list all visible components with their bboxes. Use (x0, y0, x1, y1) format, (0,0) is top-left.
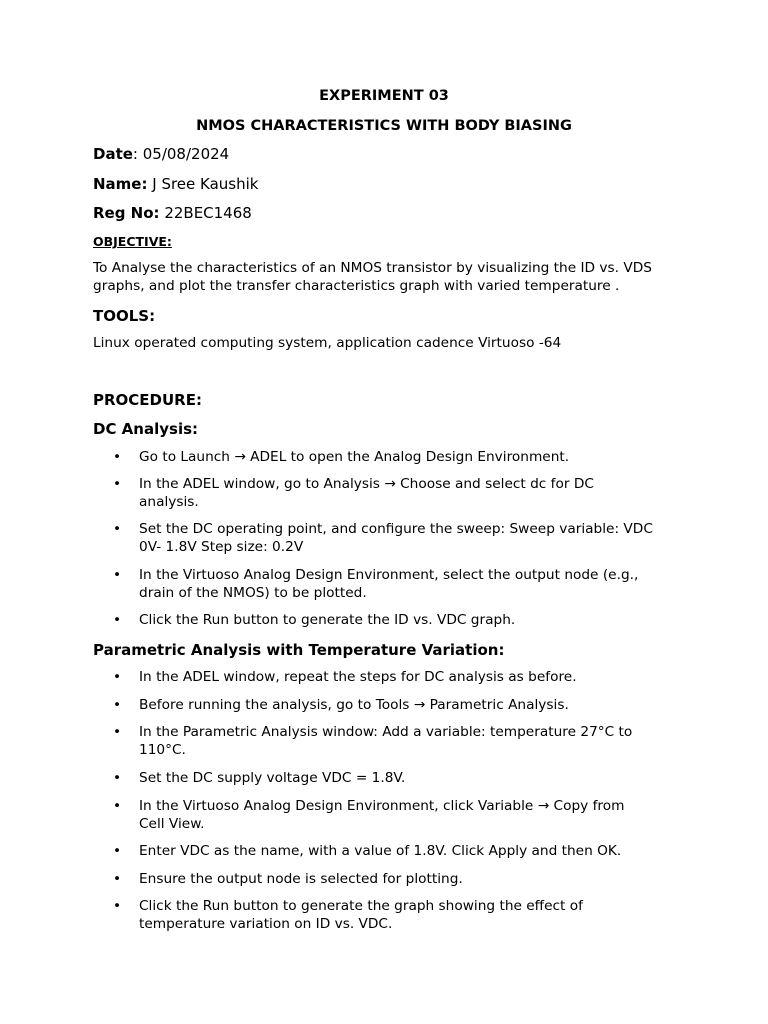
bullet-icon: • (113, 843, 122, 859)
bullet-icon: • (113, 567, 122, 583)
list-item-line: In the ADEL window, go to Analysis → Choose and select dc for DC (139, 476, 594, 492)
bullet-icon: • (113, 871, 122, 887)
bullet-icon: • (113, 612, 122, 628)
list-item-text (139, 567, 684, 602)
list-item-line: Set the DC operating point, and configure the sweep: Sweep variable: VDC (139, 521, 653, 537)
list-item-line: Cell View. (139, 815, 205, 832)
list-item-text (139, 898, 684, 933)
bullet-icon: • (113, 697, 122, 713)
name-label: Name: (93, 175, 148, 193)
bullet-icon: • (113, 476, 122, 492)
objective-text (93, 260, 693, 295)
bullet-icon: • (113, 770, 122, 786)
list-item-line: Enter VDC as the name, with a value of 1.8V. Click Apply and then OK. (139, 843, 622, 859)
objective-line: graphs, and plot the transfer characteristics graph with varied temperature . (93, 277, 620, 294)
experiment-number: EXPERIMENT 03 (319, 88, 449, 104)
bullet-icon: • (113, 669, 122, 685)
document-title: NMOS CHARACTERISTICS WITH BODY BIASING (196, 118, 572, 134)
list-item-line: 110°C. (139, 741, 186, 758)
name-line (93, 175, 258, 193)
list-item-line: 0V- 1.8V Step size: 0.2V (139, 538, 304, 555)
list-item-text (139, 449, 684, 467)
list-item-line: Ensure the output node is selected for plotting. (139, 871, 463, 887)
dc-analysis-heading: DC Analysis: (93, 420, 199, 438)
tools-text: Linux operated computing system, application cadence Virtuoso -64 (93, 335, 562, 351)
list-item-line: drain of the NMOS) to be plotted. (139, 584, 367, 601)
list-item-line: In the Virtuoso Analog Design Environment, click Variable → Copy from (139, 798, 625, 814)
date-label: Date (93, 145, 133, 163)
procedure-heading: PROCEDURE: (93, 391, 202, 409)
parametric-analysis-heading: Parametric Analysis with Temperature Variation: (93, 641, 505, 659)
list-item-line: analysis. (139, 493, 199, 510)
reg-value: 22BEC1468 (159, 204, 252, 222)
objective-line: To Analyse the characteristics of an NMOS transistor by visualizing the ID vs. VDS (93, 260, 652, 276)
list-item-text (139, 770, 684, 788)
objective-heading: OBJECTIVE: (93, 234, 172, 249)
list-item-text (139, 669, 684, 687)
bullet-icon: • (113, 898, 122, 914)
list-item-line: temperature variation on ID vs. VDC. (139, 915, 393, 932)
list-item-line: Before running the analysis, go to Tools → Parametric Analysis. (139, 697, 569, 713)
tools-heading: TOOLS: (93, 307, 156, 325)
list-item-line: In the ADEL window, repeat the steps for DC analysis as before. (139, 669, 577, 685)
reg-label: Reg No: (93, 204, 160, 222)
list-item-text (139, 476, 684, 511)
list-item-text (139, 843, 684, 861)
bullet-icon: • (113, 724, 122, 740)
list-item-text (139, 697, 684, 715)
list-item-text (139, 724, 684, 759)
bullet-icon: • (113, 798, 122, 814)
list-item-text (139, 612, 684, 630)
list-item-line: In the Parametric Analysis window: Add a variable: temperature 27°C to (139, 724, 633, 740)
list-item-text (139, 871, 684, 889)
reg-line (93, 204, 252, 222)
list-item-line: Set the DC supply voltage VDC = 1.8V. (139, 770, 406, 786)
list-item-line: Click the Run button to generate the graph showing the effect of (139, 898, 583, 914)
name-value: J Sree Kaushik (147, 175, 259, 193)
bullet-icon: • (113, 521, 122, 537)
date-line (93, 145, 229, 163)
list-item-line: Go to Launch → ADEL to open the Analog Design Environment. (139, 449, 570, 465)
list-item-text (139, 521, 684, 556)
list-item-text (139, 798, 684, 833)
list-item-line: Click the Run button to generate the ID vs. VDC graph. (139, 612, 516, 628)
date-value: : 05/08/2024 (132, 145, 230, 163)
list-item-line: In the Virtuoso Analog Design Environment, select the output node (e.g., (139, 567, 639, 583)
bullet-icon: • (113, 449, 122, 465)
